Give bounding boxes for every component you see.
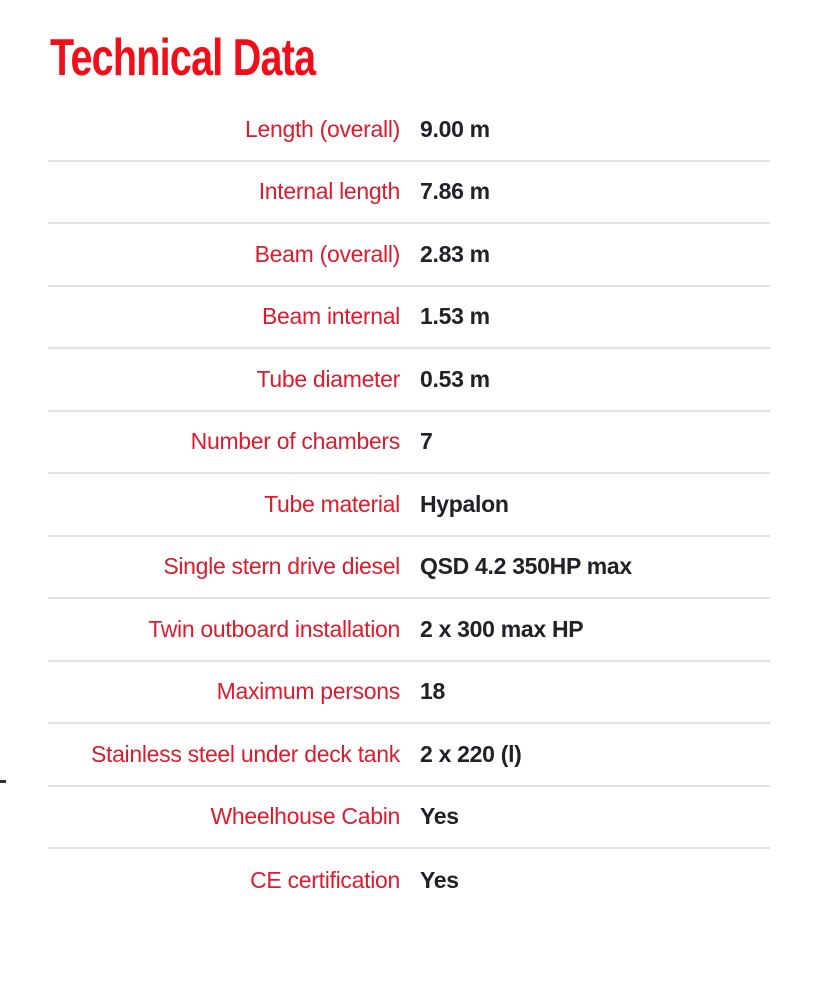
table-row xyxy=(48,287,770,350)
spec-label: CE certification xyxy=(250,866,400,893)
spec-value: 2.83 m xyxy=(420,240,490,267)
spec-label: Number of chambers xyxy=(190,428,400,455)
spec-value: 18 xyxy=(420,678,445,705)
spec-label: Length (overall) xyxy=(244,115,400,142)
table-row xyxy=(48,99,770,162)
spec-label: Tube diameter xyxy=(256,365,400,392)
table-row xyxy=(48,224,770,287)
table-row xyxy=(48,787,770,850)
spec-label: Single stern drive diesel xyxy=(163,553,400,580)
spec-value: Hypalon xyxy=(420,490,509,517)
spec-value: 0.53 m xyxy=(420,365,490,392)
table-row xyxy=(48,849,770,912)
spec-value: Yes xyxy=(420,866,459,893)
spec-table xyxy=(48,99,770,912)
spec-label: Internal length xyxy=(258,178,400,205)
spec-label: Maximum persons xyxy=(216,678,400,705)
spec-value: 7.86 m xyxy=(420,178,490,205)
spec-label: Stainless steel under deck tank xyxy=(90,740,400,767)
spec-value: Yes xyxy=(420,803,459,830)
table-row xyxy=(48,474,770,537)
spec-value: 7 xyxy=(420,428,433,455)
spec-value: 9.00 m xyxy=(420,115,490,142)
spec-value: 2 x 220 (l) xyxy=(420,740,522,767)
page-title: Technical Data xyxy=(50,29,316,87)
table-row xyxy=(48,412,770,475)
table-row xyxy=(48,537,770,600)
table-row xyxy=(48,349,770,412)
table-row xyxy=(48,162,770,225)
spec-label: Tube material xyxy=(264,490,400,517)
table-row xyxy=(48,724,770,787)
spec-value: 2 x 300 max HP xyxy=(420,615,584,642)
spec-label: Beam (overall) xyxy=(254,240,400,267)
spec-value: 1.53 m xyxy=(420,303,490,330)
table-row xyxy=(48,662,770,725)
table-row xyxy=(48,599,770,662)
spec-value: QSD 4.2 350HP max xyxy=(420,553,632,580)
spec-label: Twin outboard installation xyxy=(148,615,400,642)
spec-label: Wheelhouse Cabin xyxy=(210,803,400,830)
spec-label: Beam internal xyxy=(261,303,400,330)
stray-mark xyxy=(0,780,6,783)
